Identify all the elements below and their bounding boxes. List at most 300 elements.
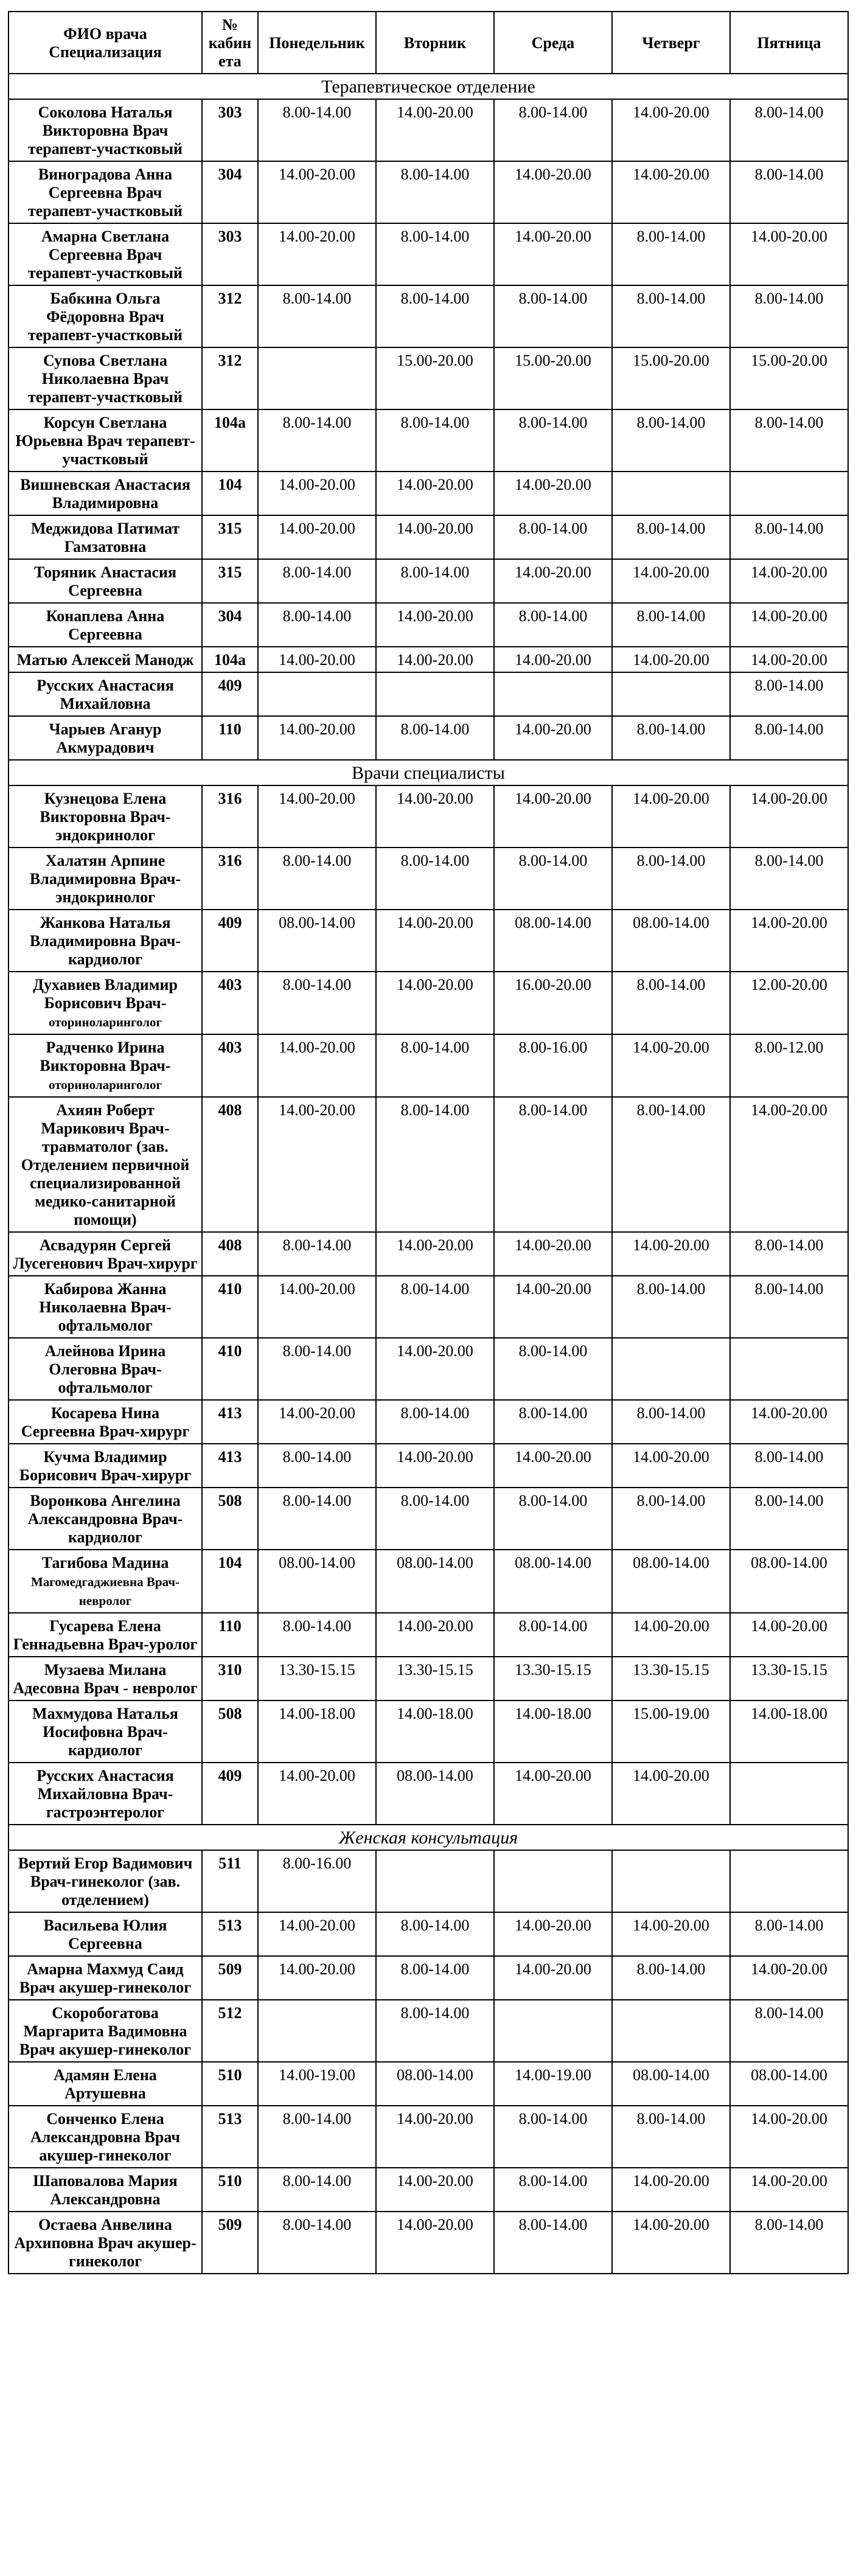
- doctor-specialization: Магомедгаджиевна Врач-невролог: [30, 1575, 180, 1608]
- hours-monday: 14.00-20.00: [258, 515, 376, 559]
- doctor-name-cell: [9, 1613, 202, 1657]
- table-row: [9, 1232, 848, 1276]
- hours-thursday: 8.00-14.00: [612, 603, 730, 647]
- room-number: 403: [202, 1034, 258, 1097]
- doctor-name-cell: [9, 347, 202, 409]
- hours-wednesday: [494, 2000, 612, 2062]
- hours-wednesday: 8.00-14.00: [494, 1613, 612, 1657]
- hours-friday: 8.00-14.00: [730, 409, 848, 472]
- doctor-name: Махмудова Наталья Иосифовна Врач-кардиолог: [32, 1705, 178, 1759]
- hours-tuesday: 08.00-14.00: [376, 1550, 494, 1613]
- hours-tuesday: 8.00-14.00: [376, 1956, 494, 2000]
- hours-friday: 8.00-14.00: [730, 672, 848, 716]
- hours-tuesday: 14.00-20.00: [376, 2212, 494, 2274]
- hours-tuesday: [376, 672, 494, 716]
- doctor-name: Виноградова Анна Сергеевна Врач терапевт-участковый: [27, 165, 183, 220]
- hours-tuesday: 8.00-14.00: [376, 223, 494, 285]
- room-number: 510: [202, 2168, 258, 2212]
- hours-thursday: 14.00-20.00: [612, 785, 730, 848]
- doctor-name: Русских Анастасия Михайловна: [37, 677, 174, 712]
- hours-monday: 8.00-14.00: [258, 559, 376, 603]
- hours-thursday: 8.00-14.00: [612, 1276, 730, 1338]
- room-number: 409: [202, 672, 258, 716]
- doctor-name-cell: [9, 161, 202, 223]
- doctor-name-cell: [9, 2000, 202, 2062]
- doctor-name-cell: [9, 1097, 202, 1232]
- hours-monday: 14.00-20.00: [258, 1912, 376, 1956]
- hours-friday: 14.00-20.00: [730, 1956, 848, 2000]
- hours-wednesday: 14.00-19.00: [494, 2062, 612, 2106]
- hours-monday: 8.00-14.00: [258, 285, 376, 347]
- hours-monday: 14.00-20.00: [258, 223, 376, 285]
- doctor-name: Ахиян Роберт Марикович Врач-травматолог (зав. Отделением первичной специализированной медико-санитарной помощи): [21, 1101, 190, 1228]
- hours-wednesday: 8.00-14.00: [494, 285, 612, 347]
- table-row: [9, 2168, 848, 2212]
- doctor-name: Амарна Махмуд Саид Врач акушер-гинеколог: [19, 1960, 192, 1996]
- hours-thursday: 14.00-20.00: [612, 559, 730, 603]
- hours-wednesday: 14.00-20.00: [494, 1444, 612, 1488]
- hours-friday: 14.00-18.00: [730, 1701, 848, 1763]
- doctor-name: Жанкова Наталья Владимировна Врач-кардиолог: [29, 914, 181, 968]
- hours-thursday: 14.00-20.00: [612, 2168, 730, 2212]
- section-title: Женская консультация: [9, 1825, 848, 1850]
- table-row: [9, 1338, 848, 1400]
- hours-tuesday: 14.00-20.00: [376, 603, 494, 647]
- doctor-name: Воронкова Ангелина Александровна Врач-кардиолог: [27, 1492, 183, 1546]
- doctor-name: Алейнова Ирина Олеговна Врач-офтальмолог: [44, 1342, 166, 1396]
- hours-friday: 14.00-20.00: [730, 559, 848, 603]
- hours-wednesday: 14.00-20.00: [494, 472, 612, 515]
- hours-wednesday: 08.00-14.00: [494, 910, 612, 972]
- hours-friday: 8.00-14.00: [730, 99, 848, 161]
- doctor-name-cell: [9, 785, 202, 848]
- hours-thursday: 8.00-14.00: [612, 515, 730, 559]
- room-number: 513: [202, 1912, 258, 1956]
- hours-thursday: 08.00-14.00: [612, 1550, 730, 1613]
- table-row: [9, 1550, 848, 1613]
- hours-friday: 12.00-20.00: [730, 972, 848, 1034]
- hours-tuesday: 8.00-14.00: [376, 1912, 494, 1956]
- hours-thursday: 15.00-19.00: [612, 1701, 730, 1763]
- table-row: [9, 559, 848, 603]
- doctor-name-cell: [9, 972, 202, 1034]
- hours-wednesday: 08.00-14.00: [494, 1550, 612, 1613]
- hours-friday: 8.00-14.00: [730, 515, 848, 559]
- table-row: [9, 2212, 848, 2274]
- hours-friday: [730, 1850, 848, 1912]
- table-row: [9, 223, 848, 285]
- hours-tuesday: 08.00-14.00: [376, 1763, 494, 1825]
- hours-friday: 08.00-14.00: [730, 2062, 848, 2106]
- hours-monday: 8.00-14.00: [258, 409, 376, 472]
- hours-tuesday: 14.00-20.00: [376, 515, 494, 559]
- hours-monday: 8.00-14.00: [258, 848, 376, 910]
- hours-wednesday: [494, 1850, 612, 1912]
- hours-tuesday: 8.00-14.00: [376, 1276, 494, 1338]
- doctor-name-cell: [9, 1550, 202, 1613]
- table-row: [9, 1850, 848, 1912]
- room-number: 110: [202, 716, 258, 760]
- header-day-monday: Понедельник: [258, 12, 376, 74]
- hours-wednesday: 14.00-20.00: [494, 1763, 612, 1825]
- hours-monday: 13.30-15.15: [258, 1657, 376, 1701]
- doctor-name-cell: [9, 1034, 202, 1097]
- hours-friday: 8.00-12.00: [730, 1034, 848, 1097]
- table-row: [9, 603, 848, 647]
- doctor-name-cell: [9, 472, 202, 515]
- hours-thursday: 8.00-14.00: [612, 972, 730, 1034]
- hours-friday: 14.00-20.00: [730, 2106, 848, 2168]
- hours-tuesday: 14.00-20.00: [376, 785, 494, 848]
- hours-wednesday: 8.00-14.00: [494, 848, 612, 910]
- hours-monday: 14.00-20.00: [258, 1400, 376, 1444]
- table-row: [9, 161, 848, 223]
- room-number: 312: [202, 347, 258, 409]
- doctor-name-cell: [9, 672, 202, 716]
- room-number: 408: [202, 1097, 258, 1232]
- doctor-name-cell: [9, 1400, 202, 1444]
- table-row: [9, 1763, 848, 1825]
- doctor-name: Конаплева Анна Сергеевна: [46, 607, 165, 643]
- doctor-name-cell: [9, 1488, 202, 1550]
- doctor-name-cell: [9, 2168, 202, 2212]
- hours-thursday: 8.00-14.00: [612, 2106, 730, 2168]
- hours-monday: 8.00-14.00: [258, 2106, 376, 2168]
- doctor-name: Духавиев Владимир Борисович Врач-: [33, 976, 178, 1012]
- table-row: [9, 716, 848, 760]
- room-number: 315: [202, 515, 258, 559]
- hours-tuesday: 8.00-14.00: [376, 1034, 494, 1097]
- hours-monday: 8.00-14.00: [258, 1488, 376, 1550]
- hours-tuesday: 8.00-14.00: [376, 161, 494, 223]
- hours-tuesday: 8.00-14.00: [376, 2000, 494, 2062]
- table-row: [9, 672, 848, 716]
- doctor-name: Корсун Светлана Юрьевна Врач терапевт-участковый: [15, 414, 195, 468]
- hours-tuesday: 14.00-20.00: [376, 1444, 494, 1488]
- hours-monday: 14.00-20.00: [258, 1276, 376, 1338]
- hours-monday: 8.00-14.00: [258, 1444, 376, 1488]
- hours-friday: 14.00-20.00: [730, 1613, 848, 1657]
- doctor-name: Кабирова Жанна Николаевна Врач-офтальмолог: [39, 1280, 172, 1334]
- hours-monday: 8.00-14.00: [258, 99, 376, 161]
- hours-thursday: 14.00-20.00: [612, 99, 730, 161]
- hours-thursday: 14.00-20.00: [612, 1444, 730, 1488]
- hours-wednesday: 8.00-14.00: [494, 2168, 612, 2212]
- table-row: [9, 1444, 848, 1488]
- hours-tuesday: 14.00-18.00: [376, 1701, 494, 1763]
- hours-monday: 14.00-20.00: [258, 647, 376, 672]
- room-number: 310: [202, 1657, 258, 1701]
- hours-thursday: 15.00-20.00: [612, 347, 730, 409]
- hours-friday: 8.00-14.00: [730, 1276, 848, 1338]
- doctor-name-cell: [9, 1338, 202, 1400]
- hours-tuesday: 8.00-14.00: [376, 409, 494, 472]
- room-number: 104а: [202, 409, 258, 472]
- room-number: 304: [202, 603, 258, 647]
- room-number: 410: [202, 1338, 258, 1400]
- table-row: [9, 1657, 848, 1701]
- hours-friday: 8.00-14.00: [730, 1444, 848, 1488]
- hours-friday: 8.00-14.00: [730, 1912, 848, 1956]
- doctor-name: Скоробогатова Маргарита Вадимовна Врач акушер-гинеколог: [19, 2004, 192, 2058]
- hours-tuesday: 14.00-20.00: [376, 2168, 494, 2212]
- doctor-name: Супова Светлана Николаевна Врач терапевт-участковый: [27, 352, 183, 406]
- hours-tuesday: 14.00-20.00: [376, 972, 494, 1034]
- hours-thursday: [612, 1850, 730, 1912]
- hours-friday: 8.00-14.00: [730, 1232, 848, 1276]
- doctor-name-cell: [9, 2212, 202, 2274]
- doctor-name: Остаева Анвелина Архиповна Врач акушер-гинеколог: [14, 2216, 197, 2270]
- hours-wednesday: 14.00-20.00: [494, 1232, 612, 1276]
- hours-monday: 8.00-14.00: [258, 603, 376, 647]
- room-number: 303: [202, 223, 258, 285]
- room-number: 104: [202, 1550, 258, 1613]
- hours-wednesday: 8.00-14.00: [494, 99, 612, 161]
- hours-wednesday: 14.00-20.00: [494, 1276, 612, 1338]
- hours-thursday: 14.00-20.00: [612, 647, 730, 672]
- hours-thursday: 8.00-14.00: [612, 1400, 730, 1444]
- hours-thursday: 14.00-20.00: [612, 1912, 730, 1956]
- hours-monday: 14.00-18.00: [258, 1701, 376, 1763]
- doctor-name-cell: [9, 716, 202, 760]
- hours-monday: [258, 672, 376, 716]
- hours-tuesday: 8.00-14.00: [376, 285, 494, 347]
- hours-thursday: 8.00-14.00: [612, 409, 730, 472]
- hours-wednesday: 8.00-14.00: [494, 1400, 612, 1444]
- doctor-name: Кучма Владимир Борисович Врач-хирург: [19, 1448, 192, 1484]
- table-row: [9, 1488, 848, 1550]
- hours-tuesday: 8.00-14.00: [376, 848, 494, 910]
- table-row: [9, 910, 848, 972]
- room-number: 104: [202, 472, 258, 515]
- table-row: [9, 785, 848, 848]
- room-number: 512: [202, 2000, 258, 2062]
- hours-monday: 8.00-14.00: [258, 1232, 376, 1276]
- hours-thursday: 13.30-15.15: [612, 1657, 730, 1701]
- table-row: [9, 1276, 848, 1338]
- hours-friday: [730, 1338, 848, 1400]
- table-row: [9, 972, 848, 1034]
- doctor-name-cell: [9, 409, 202, 472]
- doctor-name: Кузнецова Елена Викторовна Врач-эндокринолог: [40, 790, 171, 844]
- hours-monday: 14.00-20.00: [258, 1956, 376, 2000]
- room-number: 104а: [202, 647, 258, 672]
- hours-thursday: [612, 2000, 730, 2062]
- hours-thursday: [612, 1338, 730, 1400]
- hours-thursday: 08.00-14.00: [612, 2062, 730, 2106]
- room-number: 315: [202, 559, 258, 603]
- doctor-name: Вишневская Анастасия Владимировна: [20, 476, 190, 512]
- hours-monday: 8.00-14.00: [258, 2212, 376, 2274]
- hours-friday: 14.00-20.00: [730, 785, 848, 848]
- doctor-name-cell: [9, 515, 202, 559]
- hours-friday: 14.00-20.00: [730, 1097, 848, 1232]
- doctor-name-cell: [9, 1276, 202, 1338]
- header-day-tuesday: Вторник: [376, 12, 494, 74]
- hours-monday: 14.00-20.00: [258, 161, 376, 223]
- hours-friday: [730, 1763, 848, 1825]
- hours-tuesday: 14.00-20.00: [376, 910, 494, 972]
- hours-friday: 15.00-20.00: [730, 347, 848, 409]
- hours-thursday: 8.00-14.00: [612, 1488, 730, 1550]
- hours-monday: 8.00-14.00: [258, 972, 376, 1034]
- header-name-column: ФИО врача Специализация: [9, 12, 202, 74]
- hours-wednesday: 14.00-20.00: [494, 785, 612, 848]
- doctor-name-cell: [9, 848, 202, 910]
- header-row: [9, 12, 848, 74]
- section-title: Терапевтическое отделение: [9, 74, 848, 99]
- hours-thursday: 8.00-14.00: [612, 1097, 730, 1232]
- doctor-name-cell: [9, 1701, 202, 1763]
- hours-friday: 14.00-20.00: [730, 223, 848, 285]
- table-row: [9, 848, 848, 910]
- room-number: 312: [202, 285, 258, 347]
- hours-tuesday: 08.00-14.00: [376, 2062, 494, 2106]
- hours-wednesday: 14.00-20.00: [494, 559, 612, 603]
- doctor-name-cell: [9, 223, 202, 285]
- doctor-name: Соколова Наталья Викторовна Врач терапевт-участковый: [27, 103, 183, 158]
- hours-friday: 8.00-14.00: [730, 2212, 848, 2274]
- room-number: 303: [202, 99, 258, 161]
- hours-wednesday: 8.00-16.00: [494, 1034, 612, 1097]
- table-row: [9, 1034, 848, 1097]
- hours-wednesday: [494, 672, 612, 716]
- hours-tuesday: 8.00-14.00: [376, 716, 494, 760]
- room-number: 413: [202, 1400, 258, 1444]
- doctor-specialization: оториноларинголог: [48, 1015, 162, 1029]
- room-number: 508: [202, 1701, 258, 1763]
- doctor-name-cell: [9, 285, 202, 347]
- doctor-name: Меджидова Патимат Гамзатовна: [30, 520, 180, 555]
- section-header-row: [9, 760, 848, 785]
- hours-tuesday: 14.00-20.00: [376, 99, 494, 161]
- hours-thursday: 8.00-14.00: [612, 716, 730, 760]
- hours-wednesday: 14.00-20.00: [494, 1956, 612, 2000]
- hours-wednesday: 8.00-14.00: [494, 2212, 612, 2274]
- hours-thursday: 14.00-20.00: [612, 1613, 730, 1657]
- hours-monday: 14.00-20.00: [258, 1034, 376, 1097]
- section-header-row: [9, 74, 848, 99]
- hours-tuesday: 8.00-14.00: [376, 1400, 494, 1444]
- doctor-name: Шаповалова Мария Александровна: [33, 2172, 178, 2208]
- doctor-name-cell: [9, 559, 202, 603]
- doctor-name: Халатян Арпине Владимировна Врач-эндокринолог: [29, 852, 181, 906]
- schedule-body: [9, 74, 848, 2274]
- doctor-name-cell: [9, 1912, 202, 1956]
- hours-monday: 08.00-14.00: [258, 1550, 376, 1613]
- hours-monday: 8.00-16.00: [258, 1850, 376, 1912]
- hours-wednesday: 14.00-18.00: [494, 1701, 612, 1763]
- doctor-name: Васильева Юлия Сергеевна: [43, 1916, 167, 1952]
- hours-wednesday: 8.00-14.00: [494, 1488, 612, 1550]
- hours-thursday: 14.00-20.00: [612, 1034, 730, 1097]
- hours-wednesday: 8.00-14.00: [494, 409, 612, 472]
- doctor-name-cell: [9, 1232, 202, 1276]
- room-number: 409: [202, 1763, 258, 1825]
- hours-friday: 14.00-20.00: [730, 2168, 848, 2212]
- table-row: [9, 2062, 848, 2106]
- hours-friday: 14.00-20.00: [730, 603, 848, 647]
- hours-friday: 8.00-14.00: [730, 2000, 848, 2062]
- room-number: 316: [202, 785, 258, 848]
- hours-monday: [258, 347, 376, 409]
- table-row: [9, 347, 848, 409]
- doctor-name-cell: [9, 2062, 202, 2106]
- hours-monday: 14.00-20.00: [258, 716, 376, 760]
- hours-tuesday: 15.00-20.00: [376, 347, 494, 409]
- table-row: [9, 1956, 848, 2000]
- doctor-name: Чарыев Агануp Акмурадович: [49, 720, 162, 756]
- room-number: 409: [202, 910, 258, 972]
- doctor-name-cell: [9, 1850, 202, 1912]
- room-number: 410: [202, 1276, 258, 1338]
- header-day-thursday: Четверг: [612, 12, 730, 74]
- hours-wednesday: 15.00-20.00: [494, 347, 612, 409]
- hours-tuesday: 14.00-20.00: [376, 1232, 494, 1276]
- hours-friday: 8.00-14.00: [730, 848, 848, 910]
- doctor-name: Радченко Ирина Викторовна Врач-: [40, 1039, 171, 1074]
- doctor-name: Торяник Анастасия Сергеевна: [33, 563, 177, 599]
- hours-friday: [730, 472, 848, 515]
- hours-friday: 08.00-14.00: [730, 1550, 848, 1613]
- room-number: 508: [202, 1488, 258, 1550]
- schedule-table: [8, 11, 849, 2274]
- table-row: [9, 285, 848, 347]
- hours-monday: 8.00-14.00: [258, 2168, 376, 2212]
- hours-wednesday: 16.00-20.00: [494, 972, 612, 1034]
- hours-wednesday: 8.00-14.00: [494, 603, 612, 647]
- header-day-wednesday: Среда: [494, 12, 612, 74]
- hours-thursday: 14.00-20.00: [612, 1763, 730, 1825]
- doctor-name-cell: [9, 910, 202, 972]
- hours-thursday: [612, 672, 730, 716]
- section-title: Врачи специалисты: [9, 760, 848, 785]
- hours-wednesday: 14.00-20.00: [494, 647, 612, 672]
- hours-thursday: 08.00-14.00: [612, 910, 730, 972]
- table-row: [9, 409, 848, 472]
- hours-wednesday: 8.00-14.00: [494, 1338, 612, 1400]
- doctor-name: Музаева Милана Адесовна Врач - невролог: [13, 1661, 198, 1697]
- hours-monday: 14.00-20.00: [258, 1763, 376, 1825]
- doctor-name: Асвадурян Сергей Лусегенович Врач-хирург: [13, 1236, 198, 1272]
- hours-friday: 14.00-20.00: [730, 1400, 848, 1444]
- doctor-name-cell: [9, 603, 202, 647]
- hours-friday: 8.00-14.00: [730, 161, 848, 223]
- hours-thursday: 14.00-20.00: [612, 161, 730, 223]
- hours-monday: 14.00-20.00: [258, 472, 376, 515]
- hours-thursday: 8.00-14.00: [612, 285, 730, 347]
- doctor-name: Сонченко Елена Александровна Врач акушер-гинеколог: [30, 2110, 180, 2164]
- doctor-name-cell: [9, 99, 202, 161]
- doctor-name-cell: [9, 1444, 202, 1488]
- hours-thursday: 8.00-14.00: [612, 1956, 730, 2000]
- hours-tuesday: 14.00-20.00: [376, 1613, 494, 1657]
- room-number: 110: [202, 1613, 258, 1657]
- hours-tuesday: 14.00-20.00: [376, 2106, 494, 2168]
- header-day-friday: Пятница: [730, 12, 848, 74]
- hours-wednesday: 14.00-20.00: [494, 161, 612, 223]
- doctor-name: Амарна Светлана Сергеевна Врач терапевт-участковый: [27, 228, 183, 282]
- hours-thursday: [612, 472, 730, 515]
- hours-friday: 14.00-20.00: [730, 647, 848, 672]
- room-number: 304: [202, 161, 258, 223]
- hours-tuesday: 8.00-14.00: [376, 559, 494, 603]
- hours-monday: 8.00-14.00: [258, 1613, 376, 1657]
- hours-wednesday: 8.00-14.00: [494, 515, 612, 559]
- table-row: [9, 2000, 848, 2062]
- table-row: [9, 2106, 848, 2168]
- hours-tuesday: [376, 1850, 494, 1912]
